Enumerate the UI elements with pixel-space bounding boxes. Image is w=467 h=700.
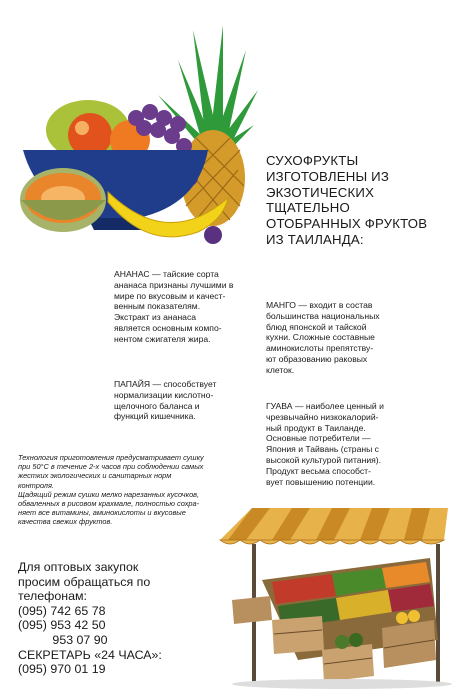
text-line: блюд японской и тайской [266,321,367,332]
text-line: при 50°С в течение 2-х часов при соблюдении самых [18,462,204,472]
papaya-paragraph [114,379,216,422]
phone-number: 953 07 90 [18,632,108,647]
text-line: нентом сжигателя жира. [114,333,211,344]
text-line: ГУАВА — наиболее ценный и [266,401,384,411]
text-line: функций кишечника. [114,411,196,422]
text-line: большинства национальных [266,310,380,321]
text-line: ют образованию раковых [266,353,368,364]
guava-paragraph [266,401,384,487]
text-line: Щадящий режим сушки мелко нарезанных кусочков, [18,489,200,499]
crate [232,596,272,624]
fruit-bowl-illustration [18,20,258,250]
text-line: жестких экологических и санитарных норм [18,471,172,481]
text-line: аминокислоты препятству- [266,343,374,354]
text-line: мире по вкусовым и качест- [114,290,226,301]
text-line: ПАПАЙЯ — способствует [114,379,217,389]
headline-line: ИЗГОТОВЛЕНЫ ИЗ [266,168,390,184]
text-line: является основным компо- [114,322,222,333]
text-line: кухни. Сложные составные [266,332,375,343]
headline-line: ТЩАТЕЛЬНО [266,200,350,216]
text-line: высокой культурой питания). [266,454,382,465]
headline-line: СУХОФРУКТЫ [266,153,359,168]
phone-number: (095) 953 42 50 [18,618,106,633]
phone-number: (095) 970 01 19 [18,662,106,677]
apple-highlight [75,121,89,135]
text-line: ный продукт в Таиланде. [266,422,366,433]
text-line: МАНГО — входит в состав [266,300,373,310]
text-line: ананаса признаны лучшими в [114,279,234,290]
text-line: телефонам: [18,589,87,604]
market-stall-illustration [212,500,452,690]
text-line: Япония и Тайвань (страны с [266,444,379,455]
text-line: просим обращаться по [18,574,151,589]
text-line: Экстракт из ананаса [114,312,197,323]
text-line: клеток. [266,364,295,375]
headline-line: ЭКЗОТИЧЕСКИХ [266,184,375,200]
grape-single [204,226,222,244]
text-line: Продукт весьма способст- [266,465,371,476]
contacts-block [18,560,162,677]
text-line: няет все витамины, аминокислоты и вкусовые [18,508,186,518]
text-line: чрезвычайно низкокалорий- [266,411,379,422]
text-line: Для оптовых закупок [18,560,139,574]
text-line: нормализации кислотно- [114,389,214,400]
headline [266,153,456,248]
mango-paragraph [266,300,380,376]
crate [272,616,324,654]
text-line: обваленных в рисовом крахмале, полностью сохра- [18,499,200,509]
phone-number: (095) 742 65 78 [18,603,106,618]
text-line: СЕКРЕТАРЬ «24 ЧАСА»: [18,647,162,662]
text-line: АНАНАС — тайские сорта [114,269,219,279]
headline-line: ОТОБРАННЫХ ФРУКТОВ [266,216,428,232]
text-line: Основные потребители — [266,433,371,444]
text-line: щелочного баланса и [114,400,200,411]
text-line: Технология приготовления предусматривает сушку [18,453,204,462]
text-line: качества свежих фруктов. [18,517,113,527]
text-line: контроля. [18,480,54,490]
text-line: венным показателям. [114,301,201,312]
technology-note [18,453,204,527]
text-line: вует повышению потенции. [266,476,376,487]
ananas-paragraph [114,269,233,345]
headline-line: ИЗ ТАИЛАНДА: [266,231,364,247]
